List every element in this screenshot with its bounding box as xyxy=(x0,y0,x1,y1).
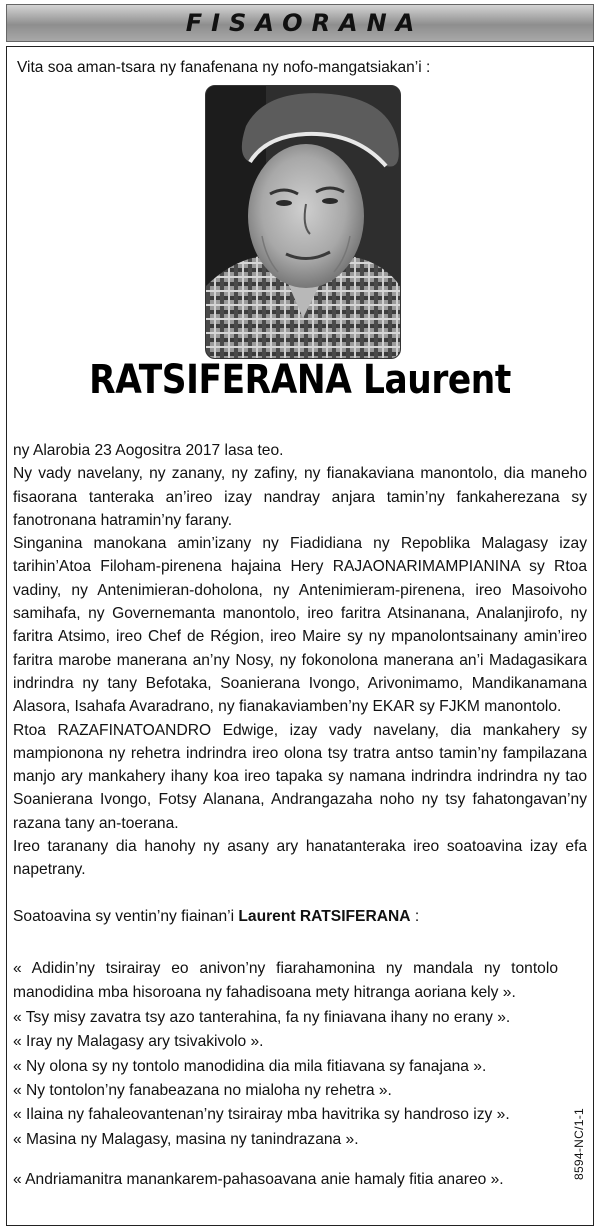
notice-frame xyxy=(6,46,594,1226)
paragraph-widow-thanks: Rtoa RAZAFINATOANDRO Edwige, izay vady navelany, dia mankahery sy mampionona ny rehetra indrindra ireo olona tsy tratra antso tamin’ny fampilazana manjo ary mankahery ihany koa ireo tapaka sy namana indrindra indrindra ny tao Soanierana Ivongo, Fotsy Alanana, Andrangazaha noho ny tsy fahatongavan’ny razana tany an-toerana. xyxy=(13,721,587,832)
page-title: FISAORANA xyxy=(185,9,424,37)
quotes-list xyxy=(13,957,558,1152)
values-intro-suffix: : xyxy=(410,907,420,925)
values-intro-prefix: Soatoavina sy ventin’ny fiainan’i xyxy=(13,907,239,925)
values-intro xyxy=(13,905,587,928)
quote-item: « Iray ny Malagasy ary tsivakivolo ». xyxy=(13,1033,264,1051)
paragraph-date: ny Alarobia 23 Aogositra 2017 lasa teo. xyxy=(13,442,284,459)
reference-code xyxy=(569,1097,587,1197)
paragraph-family-thanks: Ny vady navelany, ny zanany, ny zafiny, ny fianakaviana manontolo, dia maneho fisaorana tanteraka an’ireo izay nandray anjara tamin’ny fankaherezana sy fanotronana hatramin’ny farany. xyxy=(13,465,587,529)
paragraph-descendants: Ireo taranany dia hanohy ny asany ary hanatanteraka ireo soatoavina izay efa napetrany. xyxy=(13,838,587,879)
notice-body xyxy=(13,439,587,928)
deceased-name: RATSIFERANA Laurent xyxy=(89,357,511,403)
reference-code-text: 8594-NC/1-1 xyxy=(572,1108,586,1181)
quote-item: « Masina ny Malagasy, masina ny tanindrazana ». xyxy=(13,1130,359,1148)
portrait-photo xyxy=(205,85,401,359)
portrait-photo-icon xyxy=(206,86,400,358)
quote-item: « Ny tontolon’ny fanabeazana no mialoha ny rehetra ». xyxy=(13,1082,392,1100)
spacer xyxy=(13,882,587,905)
header-banner xyxy=(6,4,594,42)
quote-item: « Adidin’ny tsirairay eo anivon’ny fiarahamonina ny mandala ny tontolo manodidina mba hisoroana ny fahadisoana mety hitranga aoriana kely ». xyxy=(13,960,558,1002)
quote-item: « Ny olona sy ny tontolo manodidina dia mila fitiavana sy fanajana ». xyxy=(13,1057,487,1075)
quote-item: « Tsy misy zavatra tsy azo tanterahina, fa ny finiavana ihany no erany ». xyxy=(13,1008,511,1026)
values-intro-name: Laurent RATSIFERANA xyxy=(238,907,411,925)
paragraph-special-thanks: Singanina manokana amin’izany ny Fiadidiana ny Repoblika Malagasy izay tarihin’Atoa Filoham-pirenena hajaina Hery RAJAONARIMAMPIANINA sy Rtoa vadiny, ny Antenimieran-doholona, ny Antenimieram-pirenena, ireo Masoivoho samihafa, ny Governemanta manontolo, ireo faritra Atsinanana, Analanjirofo, ny faritra Atsimo, ireo Chef de Région, ireo Maire sy ny mpanolontsainany amin’ireo faritra marobe manerana an’ny Nosy, ny fokonolona manerana an’i Madagasikara indrindra ny tany Befotaka, Soanierana Ivongo, Arivonimamo, Mandikanamana Alasora, Isahafa Avaradrano, ny fianakaviamben’ny EKAR sy FJKM manontolo. xyxy=(13,535,587,716)
quote-item: « Ilaina ny fahaleovantenan’ny tsirairay mba havitrika sy handroso izy ». xyxy=(13,1106,510,1124)
closing-blessing: « Andriamanitra manankarem-pahasoavana anie hamaly fitia anareo ». xyxy=(13,1171,504,1188)
intro-text: Vita soa aman-tsara ny fanafenana ny nofo-mangatsiakan’i : xyxy=(17,59,431,76)
